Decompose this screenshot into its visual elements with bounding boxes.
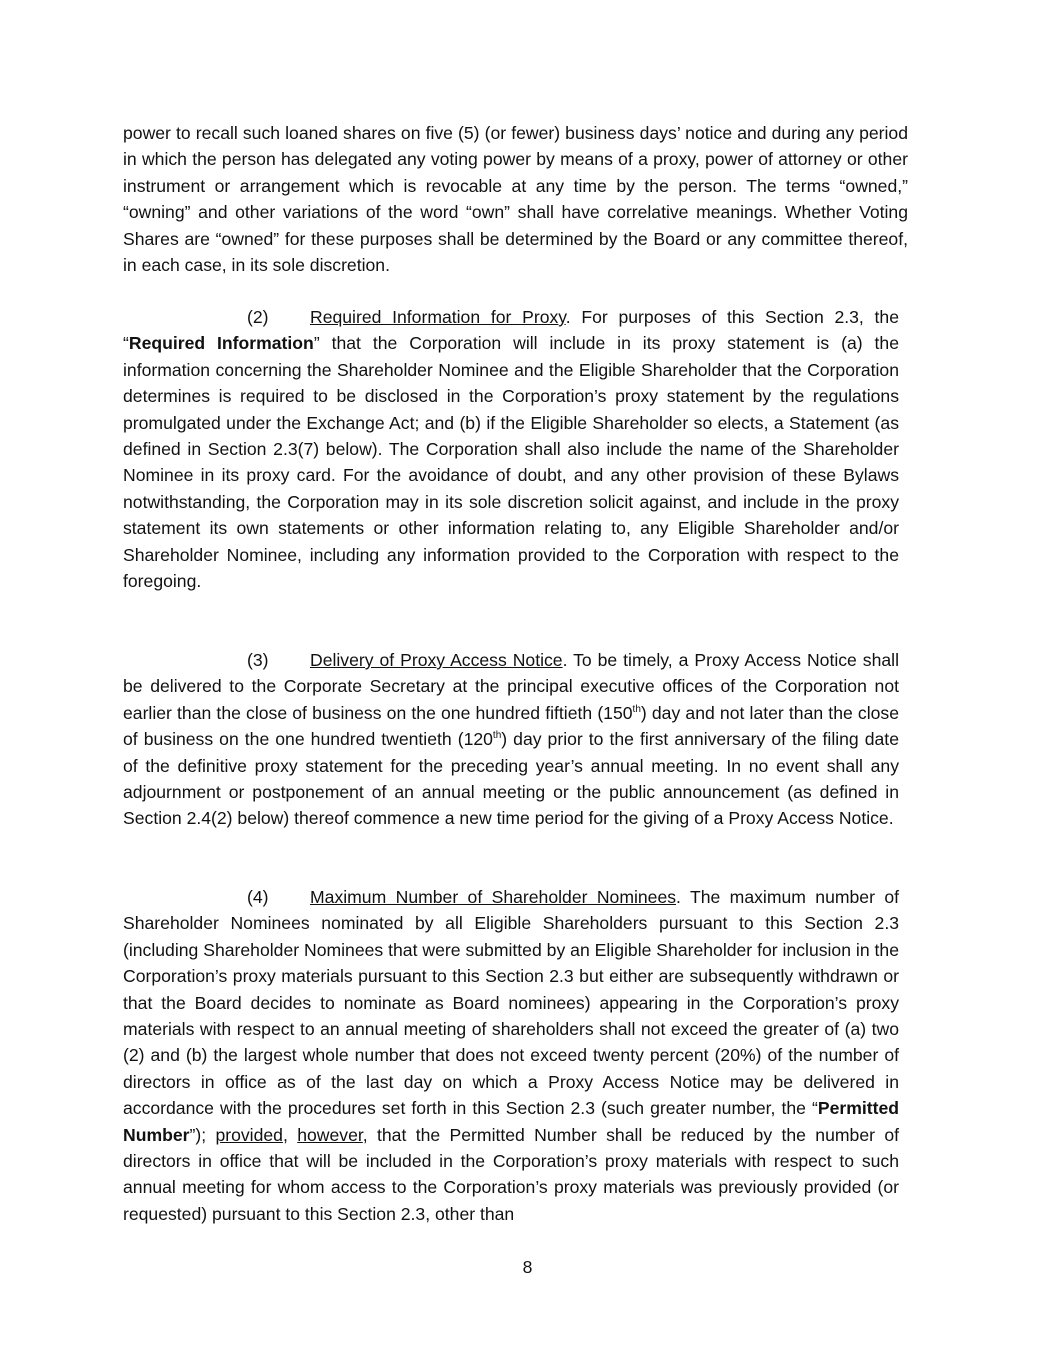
paragraph-text: ) day prior to the first anniversary of the filing date of the definitive proxy statement for the preceding year’s annual meeting. In no event shall any adjournment or postponement of an annual meeting or the public announcement (as defined in Section 2.4(2) below) thereof commence a new time period for the giving of a Proxy Access Notice. [123,729,899,829]
underlined-word: however [297,1124,363,1145]
paragraph-text: ” that the Corporation will include in its proxy statement is (a) the information concerning the Shareholder Nominee and the Eligible Shareholder that the Corporation determines is required to be disclosed in the Corporation’s proxy statement by the regulations promulgated under the Exchange Act; and (b) if the Eligible Shareholder so elects, a Statement (as defined in Section 2.3(7) below). The Corporation shall also include the name of the Shareholder Nominee in its proxy card. For the avoidance of doubt, and any other provision of these Bylaws notwithstanding, the Corporation may in its sole discretion solicit against, and include in the proxy statement its own statements or other information relating to, any Eligible Shareholder and/or Shareholder Nominee, including any information provided to the Corporation with respect to the foregoing. [123,333,899,592]
paragraph-text: , [282,1124,298,1145]
item-number: (3) [247,650,269,670]
section-2-3-2-paragraph [123,304,899,594]
ordinal-suffix: th [632,703,641,715]
paragraph-text: . For purposes of this Section 2.3, the “ [123,307,899,354]
item-heading: Required Information for Proxy [310,307,566,327]
section-2-3-3-paragraph [123,647,899,832]
defined-term: Required Information [128,333,314,354]
paragraph-text: ”); [189,1124,216,1145]
ordinal-suffix: th [492,730,502,742]
item-number: (4) [247,887,269,907]
item-number: (2) [247,307,269,327]
paragraph-text: ) day and not later than the close of business on the one hundred twentieth (120 [123,702,899,750]
paragraph-text: . The maximum number of Shareholder Nominees nominated by all Eligible Shareholders pursuant to this Section 2.3 (including Shareholder Nominees that were submitted by an Eligible Shareholder for inclusion in the Corporation’s proxy materials pursuant to this Section 2.3 but either are subsequently withdrawn or that the Board decides to nominate as Board nominees) appearing in the Corporation’s proxy materials with respect to an annual meeting of shareholders shall not exceed the greater of (a) two (2) and (b) the largest whole number that does not exceed twenty percent (20%) of the number of directors in office as of the last day on which a Proxy Access Notice may be delivered in accordance with the procedures set forth in this Section 2.3 (such greater number, the “ [123,887,899,1119]
paragraph-text: . To be timely, a Proxy Access Notice shall be delivered to the Corporate Secretary at the principal executive offices of the Corporation not earlier than the close of business on the one hundred fiftieth (150 [123,650,899,723]
paragraph-text: power to recall such loaned shares on five (5) (or fewer) business days’ notice and during any period in which the person has delegated any voting power by means of a proxy, power of attorney or other instrument or arrangement which is revocable at any time by the person. The terms “owned,” “owning” and other variations of the word “own” shall have correlative meanings. Whether Voting Shares are “owned” for these purposes shall be determined by the Board or any committee thereof, in each case, in its sole discretion. [123,123,908,276]
underlined-word: provided [215,1124,283,1145]
item-heading: Maximum Number of Shareholder Nominees [310,887,677,907]
paragraph-continuation [123,120,908,278]
page-number: 8 [522,1257,533,1277]
section-2-3-4-paragraph [123,884,899,1227]
paragraph-text: , that the Permitted Number shall be reduced by the number of directors in office that will be included in the Corporation’s proxy materials with respect to such annual meeting for whom access to the Corporation’s proxy materials was previously provided (or requested) pursuant to this Section 2.3, other than [123,1124,899,1224]
defined-term: Permitted Number [123,1098,899,1145]
item-heading: Delivery of Proxy Access Notice [310,650,563,670]
